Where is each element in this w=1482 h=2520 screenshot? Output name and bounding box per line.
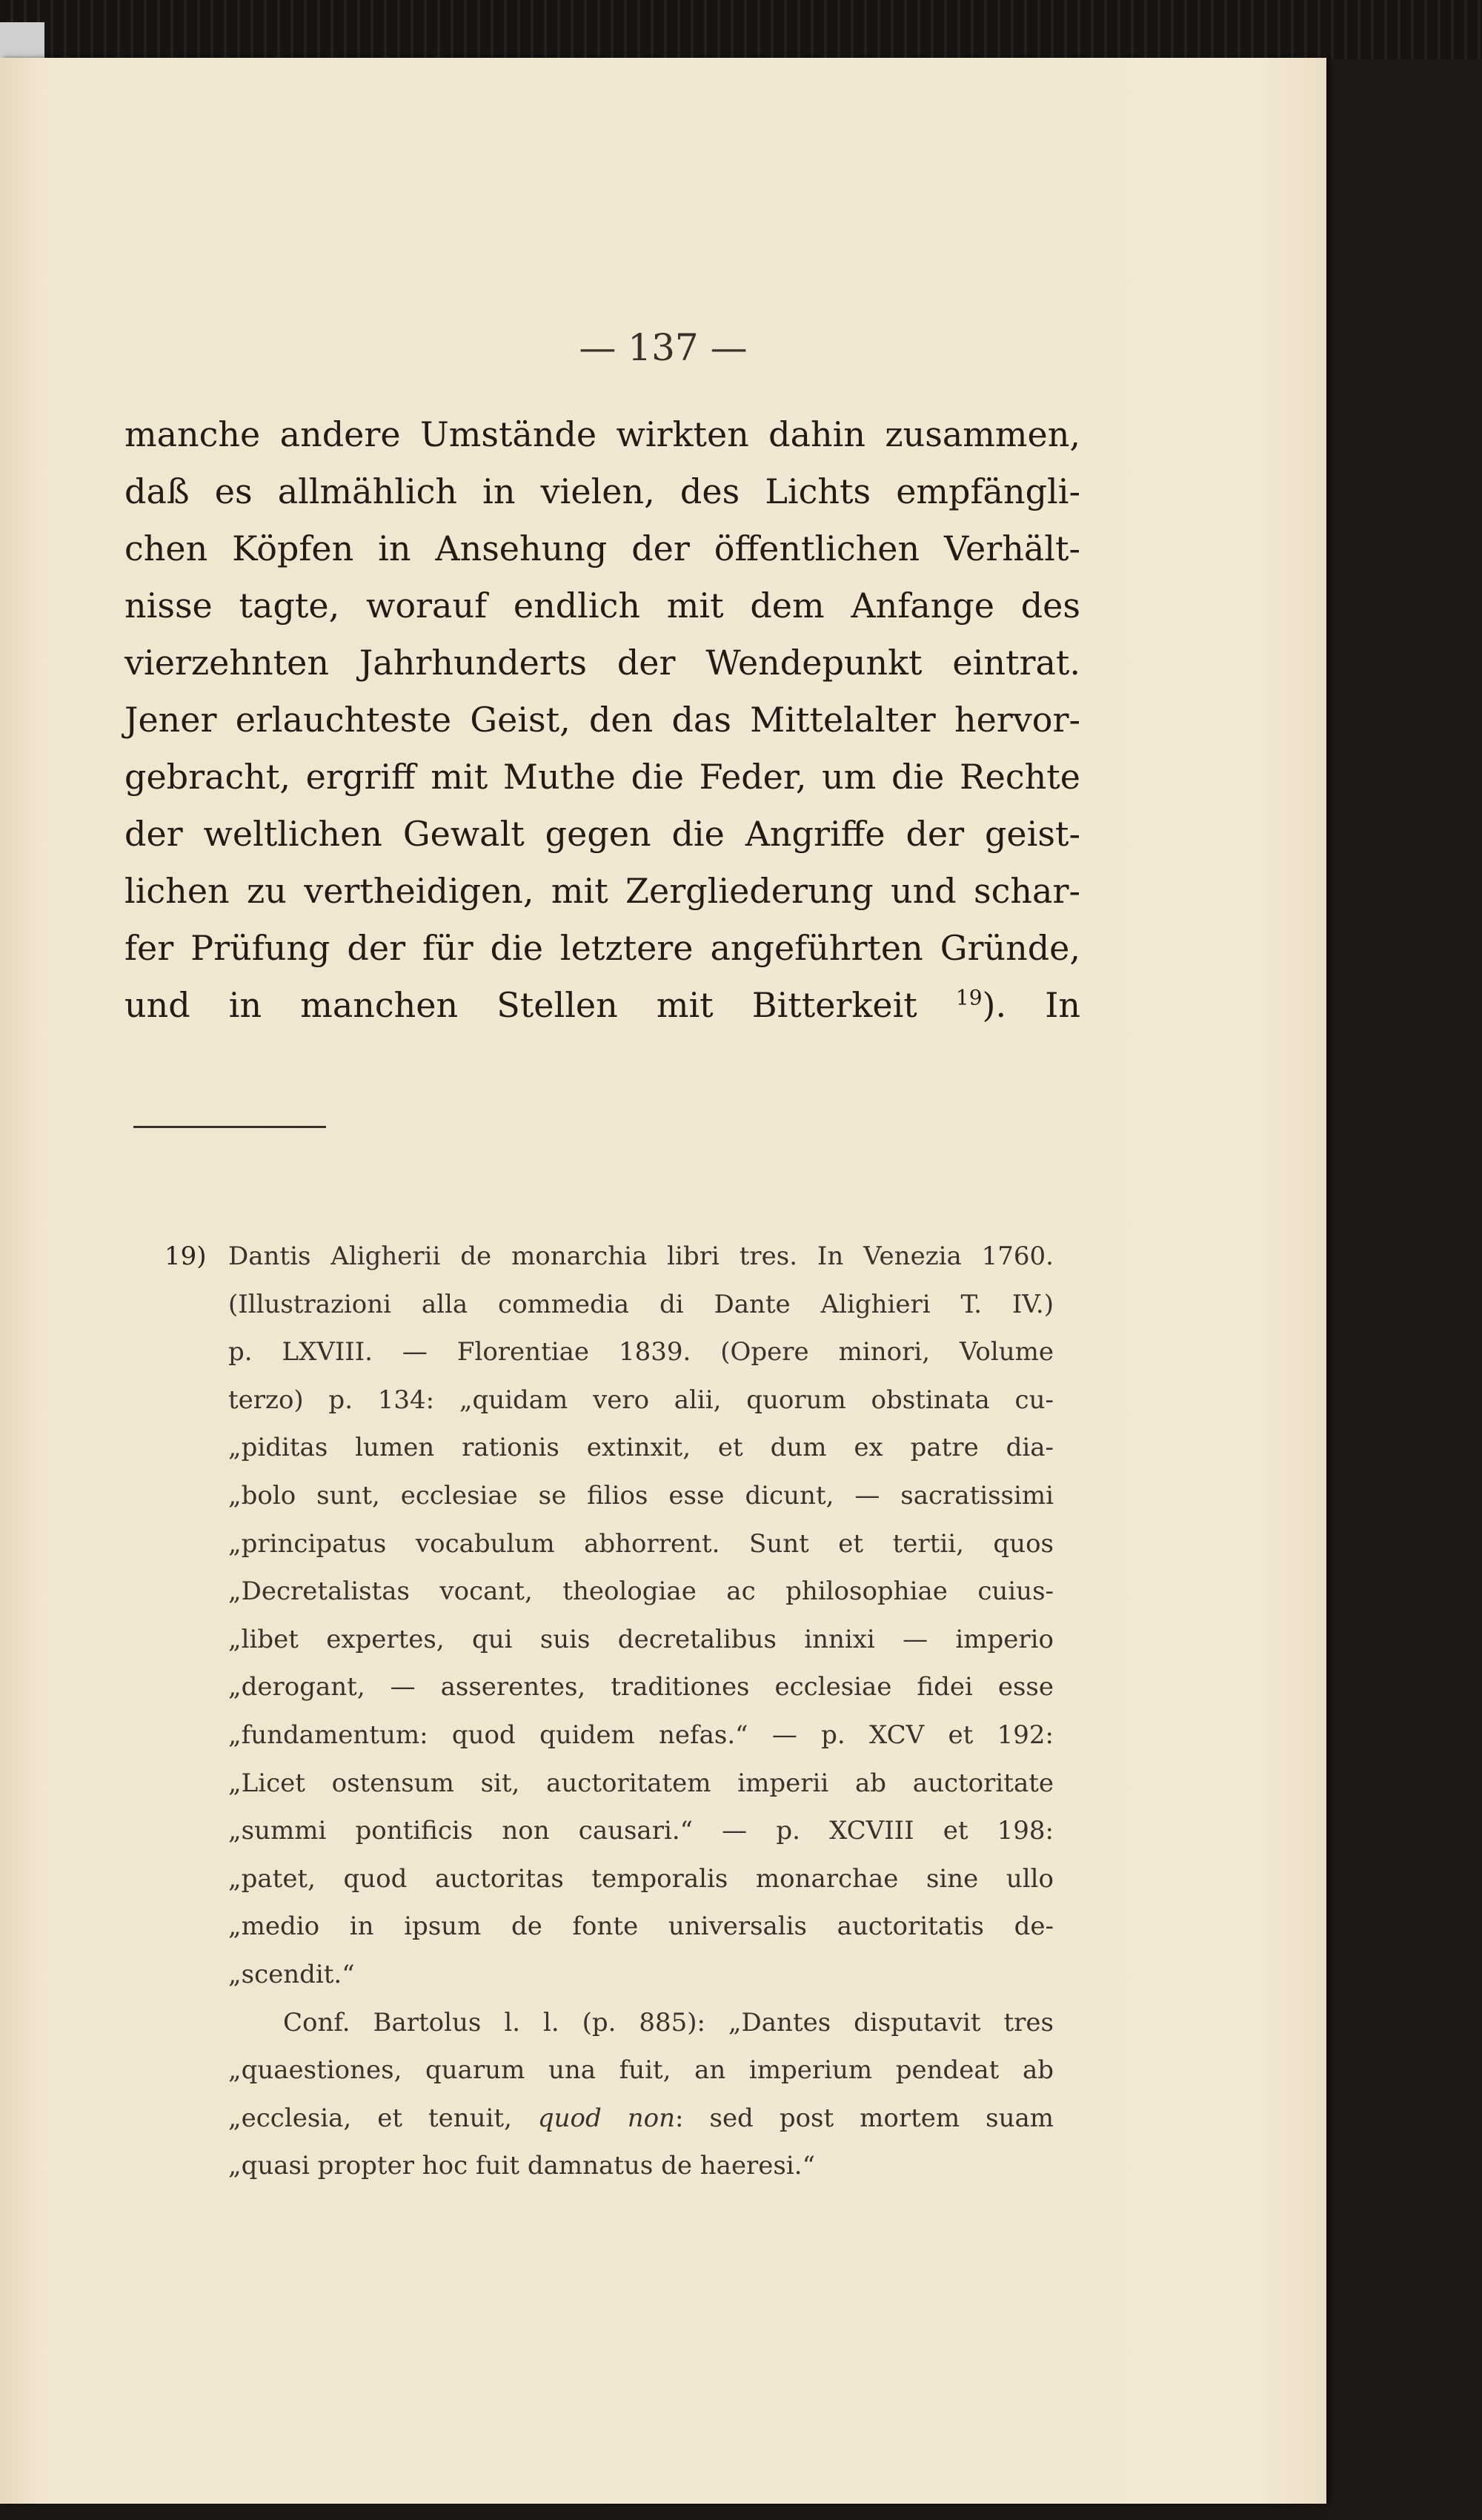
footnote-text-fragment: : sed post mortem suam	[675, 2103, 1054, 2133]
footnote-line: „bolo sunt, ecclesiae se filios esse dicunt, — sacratissimi	[228, 1480, 1054, 1511]
footnote-line: „libet expertes, qui suis decretalibus innixi — imperio	[228, 1624, 1054, 1654]
body-line: chen Köpfen in Ansehung der öffentlichen Verhält-	[124, 528, 1080, 568]
body-line-last	[124, 977, 1080, 1034]
page-number: — 137 —	[579, 326, 748, 369]
body-line: nisse tagte, worauf endlich mit dem Anfange des	[124, 586, 1080, 626]
body-line: manche andere Umstände wirkten dahin zusammen,	[124, 414, 1080, 454]
body-line: der weltlichen Gewalt gegen die Angriffe der geist-	[124, 814, 1080, 854]
body-text-fragment: und in manchen Stellen mit Bitterkeit	[124, 985, 917, 1025]
footnote-conf-line	[165, 2095, 1054, 2143]
body-line: vierzehnten Jahrhunderts der Wendepunkt eintrat.	[124, 643, 1080, 683]
body-text-fragment: ). In	[982, 985, 1081, 1025]
footnote-reference: 19	[955, 985, 983, 1010]
footnote-line: (Illustrazioni alla commedia di Dante Alighieri T. IV.)	[228, 1289, 1054, 1319]
body-line: fer Prüfung der für die letztere angeführten Gründe,	[124, 928, 1080, 968]
book-page	[0, 58, 1326, 2504]
footnote-conf-line: „quaestiones, quarum una fuit, an imperium pendeat ab	[228, 2055, 1054, 2086]
footnote-italic-phrase: quod non	[537, 2103, 676, 2133]
footnote-19	[165, 1233, 1054, 2190]
scan-border-right	[1326, 59, 1482, 2520]
footnote-line: „principatus vocabulum abhorrent. Sunt et tertii, quos	[228, 1528, 1054, 1559]
footnote-line: „patet, quod auctoritas temporalis monarchae sine ullo	[228, 1863, 1054, 1894]
footnote-line: p. LXVIII. — Florentiae 1839. (Opere minori, Volume	[228, 1337, 1054, 1367]
body-line: daß es allmählich in vielen, des Lichts empfängli-	[124, 471, 1080, 511]
body-line: lichen zu vertheidigen, mit Zergliederung und schar-	[124, 871, 1080, 911]
footnote-line: „Decretalistas vocant, theologiae ac philosophiae cuius-	[228, 1576, 1054, 1607]
footnote-conf-line: Conf. Bartolus l. l. (p. 885): „Dantes disputavit tres	[283, 2007, 1054, 2037]
body-line: Jener erlauchteste Geist, den das Mittelalter hervor-	[124, 700, 1080, 740]
scan-tab-mark	[0, 22, 44, 59]
footnote-text-fragment: „ecclesia, et tenuit,	[228, 2103, 538, 2133]
footnote-line: „Licet ostensum sit, auctoritatem imperii ab auctoritate	[228, 1768, 1054, 1798]
footnote-line	[165, 1233, 1054, 1281]
footnote-line: „fundamentum: quod quidem nefas.“ — p. XCV et 192:	[228, 1720, 1054, 1750]
footnote-line: „summi pontificis non causari.“ — p. XCVIII et 198:	[228, 1816, 1054, 1846]
footnote-line: terzo) p. 134: „quidam vero alii, quorum obstinata cu-	[228, 1385, 1054, 1415]
footnote-line: „medio in ipsum de fonte universalis auctoritatis de-	[228, 1911, 1054, 1942]
body-paragraph	[124, 406, 1080, 1034]
footnote-separator	[133, 1126, 326, 1128]
footnote-line: „scendit.“	[228, 1959, 355, 1989]
footnote-line-text: Dantis Aligherii de monarchia libri tres. In Venezia 1760.	[228, 1241, 1054, 1271]
footnote-line: „derogant, — asserentes, traditiones ecclesiae fidei esse	[228, 1672, 1054, 1702]
footnote-line: „piditas lumen rationis extinxit, et dum ex patre dia-	[228, 1433, 1054, 1463]
scan-border-top	[0, 0, 1482, 59]
footnote-number: 19)	[165, 1241, 207, 1271]
body-line: gebracht, ergriff mit Muthe die Feder, um die Rechte	[124, 757, 1080, 797]
footnote-conf-line: „quasi propter hoc fuit damnatus de haeresi.“	[228, 2151, 815, 2181]
